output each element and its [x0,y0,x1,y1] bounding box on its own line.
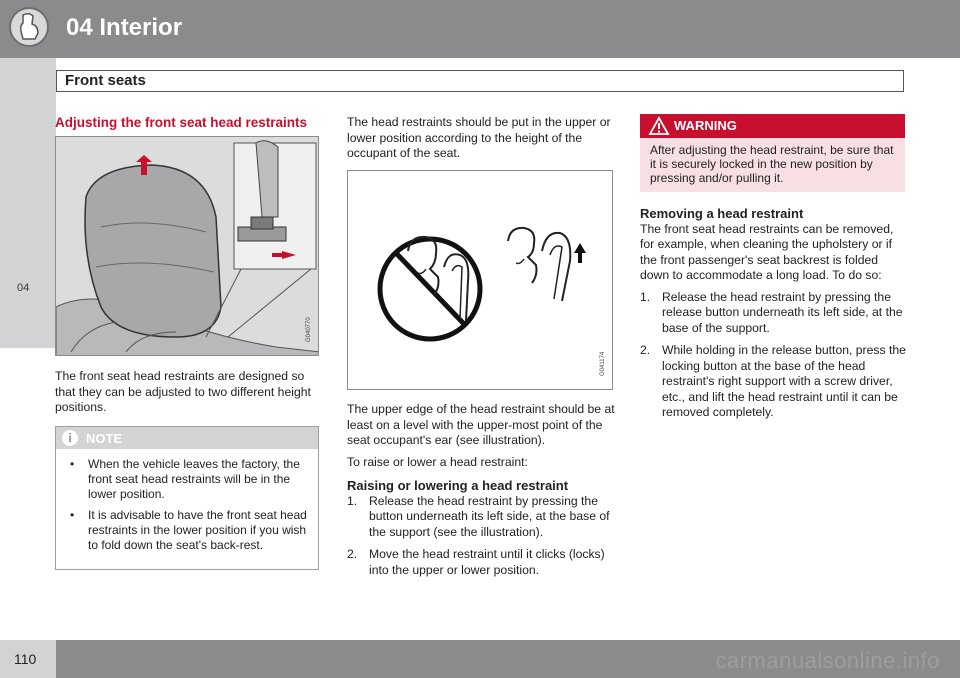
step-item: 1. Release the head restraint by pressing the release button underneath its left side, at the base of the support. [640,289,903,335]
note-item: • It is advisable to have the front seat head restraints in the lower position if you wish to fold down the seat's back-rest. [66,508,308,553]
section-header [56,70,904,92]
steps-list [347,494,617,579]
chapter-tab [0,0,56,58]
head-restraint-illustration [56,137,319,356]
paragraph: The front seat head restraints can be removed, for example, when cleaning the upholstery or if the front passenger's seat backrest is folded down to accommodate a long load. To do so: [640,221,894,282]
chapter-title: 04 Interior [66,14,183,41]
side-tab [0,58,56,348]
step-item: 2. While holding in the release button, press the locking button at the base of the head restraint's right support with a screw driver, etc., and lift the head restraint until it can be removed completely. [640,343,906,419]
warning-triangle-icon [648,116,670,136]
warning-box [640,114,905,192]
subheading: Removing a head restraint [640,206,804,221]
warning-header [640,114,905,138]
seat-icon [9,7,49,47]
note-list [56,449,318,553]
step-item: 1. Release the head restraint by pressing the button underneath its left side, at the base of the support (see the illustration). [347,493,610,539]
head-height-illustration [348,171,613,390]
column-3 [640,200,910,428]
warning-label: WARNING [674,118,737,133]
column-2-text [347,402,617,585]
step-item: 2. Move the head restraint until it clicks (locks) into the upper or lower position. [347,547,605,577]
figure-code: G040770 [306,317,312,342]
paragraph: The head restraints should be put in the upper or lower position according to the height of the occupant of the seat. [347,115,611,160]
warning-text: After adjusting the head restraint, be sure that it is securely locked in the new position by pressing and/or pulling it. [650,143,894,185]
section-title: Front seats [65,72,146,89]
column-2 [347,115,615,168]
bottom-bar [0,640,960,678]
column-1-text [55,369,323,422]
side-margin [0,348,56,640]
note-item: • When the vehicle leaves the factory, the front seat head restraints will be in the lower position. [66,457,308,502]
page-number: 110 [14,651,37,667]
column-1 [55,115,321,131]
section-heading: Adjusting the front seat head restraints [55,115,308,130]
steps-list [640,290,910,421]
figure-code: G041174 [600,351,606,376]
note-header [56,427,318,449]
page-number-box [0,640,56,678]
paragraph: To raise or lower a head restraint: [347,454,528,469]
head-height-figure [347,170,613,390]
head-restraint-figure [55,136,319,356]
note-box [55,426,319,570]
note-label: NOTE [86,431,123,446]
paragraph: The upper edge of the head restraint should be at least on a level with the upper-most point of the seat occupant's ear (see illustration). [347,402,615,447]
watermark: carmanualsonline.info [715,648,940,673]
subheading: Raising or lowering a head restraint [347,478,569,493]
intro-paragraph: The front seat head restraints are designed so that they can be adjusted to two different height positions. [55,369,311,414]
info-icon: i [62,430,78,446]
side-tab-number: 04 [17,282,30,294]
